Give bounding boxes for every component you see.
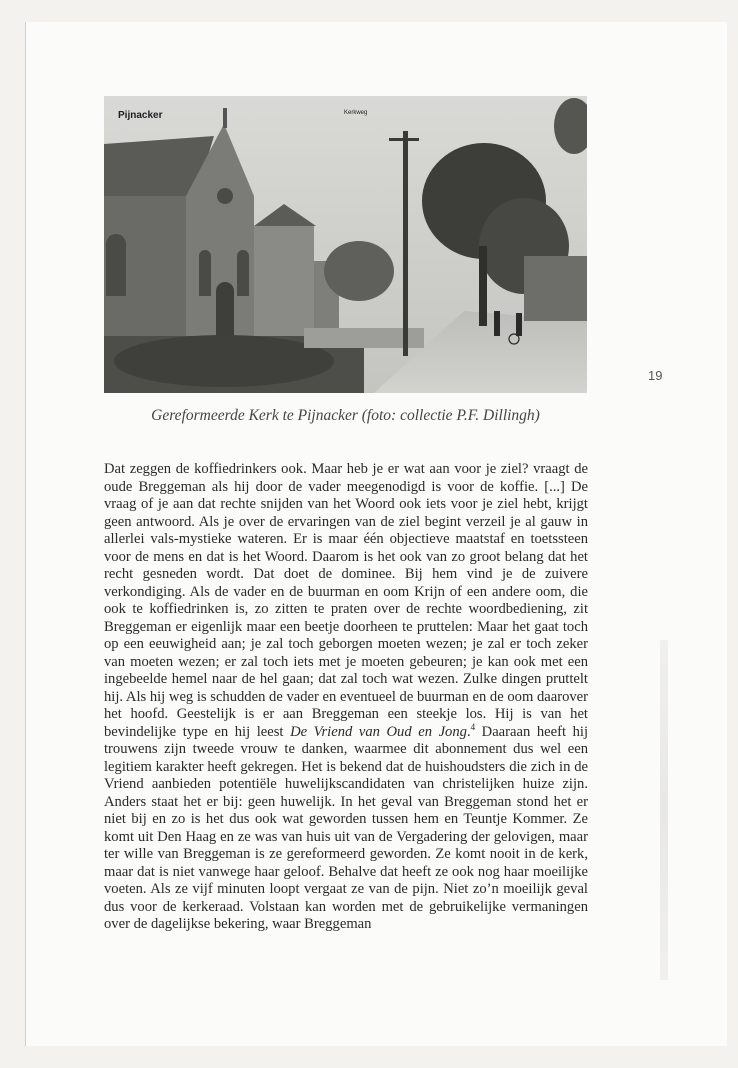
church-photo <box>104 96 587 393</box>
body-text <box>104 461 588 934</box>
church-photo-illustration <box>104 96 587 393</box>
page-number: 19 <box>648 368 663 383</box>
show-through-mark <box>660 640 668 980</box>
body-paragraph: Dat zeggen de koffiedrinkers ook. Maar heb je er wat aan voor je ziel? vraagt de oude Breggeman als hij door de vader meegenodigd is voor de koffie. [...] De vraag of je aan dat rechte snijden van het Woord ook iets voor je ziel hebt, krijgt geen antwoord. Als je over de ervaringen van de ziel begint verzeil je al gauw in allerlei vals-mystieke wateren. Er is maar één objectieve maatstaf en toetssteen voor de mens en dat is het Woord. Daarom is het ook van zo groot belang dat het recht gesneden wordt. Dat doet de dominee. Bij hem vind je de zuivere verkondiging. Als de vader en de buurman en oom Krijn of een andere oom, die ook te koffiedrinken is, zo zitten te praten over de rechte woordbediening, zit Breggeman er eigenlijk maar een beetje doorheen te pruttelen: Maar het gaat toch op een eeuwigheid aan; je zal toch geborgen moeten wezen; je zal er toch zeker van moeten wezen; er zal toch iets met je moeten gebeuren; je kan ook met een ingebeelde hemel naar de hel gaan; dat zal toch wat wezen. Zulke dingen pruttelt hij. Als hij weg is schudden de vader en eventueel de buurman en de oom daarover het hoofd. Geestelijk is er aan Breggeman een steekje los. Hij is van het bevindelijke type en hij leest De Vriend van Oud en Jong.$^4$ Daaraan heeft hij trouwens zijn tweede vrouw te danken, waarmee dit abonnement dus wel een legitiem karakter heeft gekregen. Het is bekend dat de huishoudsters die zich in de Vriend aanbieden potentiële huwelijkscandidaten van christelijken huize zijn. Anders staat het er bij: geen huwelijk. In het geval van Breggeman stond het er niet bij en zo is het dus ook wat geworden tussen hem en Teuntje Kommer. Ze komt uit Den Haag en ze was van huis uit van de Vergadering der gelovigen, maar ter wille van Breggeman is ze gereformeerd geworden. Ze komt nooit in de kerk, maar dat is niet vanwege haar geloof. Behalve dat heeft ze ook nog haar moeilijke voeten. Als ze vijf minuten loopt vergaat ze van de pijn. Niet zo’n moeilijk geval dus voor de kerkeraad. Volstaan kan worden met de gebruikelijke vermaningen over de dagelijkse bekering, waar Breggeman <box>104 461 588 932</box>
photo-caption: Gereformeerde Kerk te Pijnacker (foto: collectie P.F. Dillingh) <box>151 407 540 424</box>
body-segment-2: Daaraan heeft hij trouwens zijn tweede vrouw te danken, waarmee dit abonnement dus wel een legitiem karakter heeft gekregen. Het is bekend dat de huishoudsters die zich in de Vriend aanbieden potentiële huwelijkscandidaten van christelijken huize zijn. Anders staat het er bij: geen huwelijk. In het geval van Breggeman stond het er niet bij en zo is het dus ook wat geworden tussen hem en Teuntje Kommer. Ze komt uit Den Haag en ze was van huis uit van de Vergadering der gelovigen, maar ter wille van Breggeman is ze gereformeerd geworden. Ze komt nooit in de kerk, maar dat is niet vanwege haar geloof. Behalve dat heeft ze ook nog haar moeilijke voeten. Als ze vijf minuten loopt vergaat ze van de pijn. Niet zo’n moeilijk geval dus voor de kerkeraad. Volstaan kan worden met de gebruikelijke vermaningen over de dagelijkse bekering, waar Breggeman <box>104 723 588 932</box>
body-segment-1: Dat zeggen de koffiedrinkers ook. Maar heb je er wat aan voor je ziel? vraagt de oude Breggeman als hij door de vader meegenodigd is voor de koffie. [...] De vraag of je aan dat rechte snijden van het Woord ook iets voor je ziel hebt, krijgt geen antwoord. Als je over de ervaringen van de ziel begint verzeil je al gauw in allerlei vals-mystieke wateren. Er is maar één objectieve maatstaf en toetssteen voor de mens en dat is het Woord. Daarom is het ook van zo groot belang dat het recht gesneden wordt. Dat doet de dominee. Bij hem vind je de zuivere verkondiging. Als de vader en de buurman en oom Krijn of een andere oom, die ook te koffiedrinken is, zo zitten te praten over de rechte woordbediening, zit Breggeman er eigenlijk maar een beetje doorheen te pruttelen: Maar het gaat toch op een eeuwigheid aan; je zal toch geborgen moeten wezen; je zal er toch zeker van moeten wezen; er zal toch iets met je moeten gebeuren; je kan ook met een ingebeelde hemel naar de hel gaan; dat zal toch wat wezen. Zulke dingen pruttelt hij. Als hij weg is schudden de vader en eventueel de buurman en de oom daarover het hoofd. Geestelijk is er aan Breggeman een steekje los. Hij is van het bevindelijke type en hij leest <box>104 461 588 740</box>
magazine-title: De Vriend van Oud en Jong <box>290 723 467 740</box>
page-gutter <box>25 22 26 1046</box>
footnote-marker: 4 <box>470 721 476 732</box>
photo-label-pijnacker: Pijnacker <box>118 110 163 121</box>
photo-label-kerkweg: Kerkweg <box>344 110 368 116</box>
